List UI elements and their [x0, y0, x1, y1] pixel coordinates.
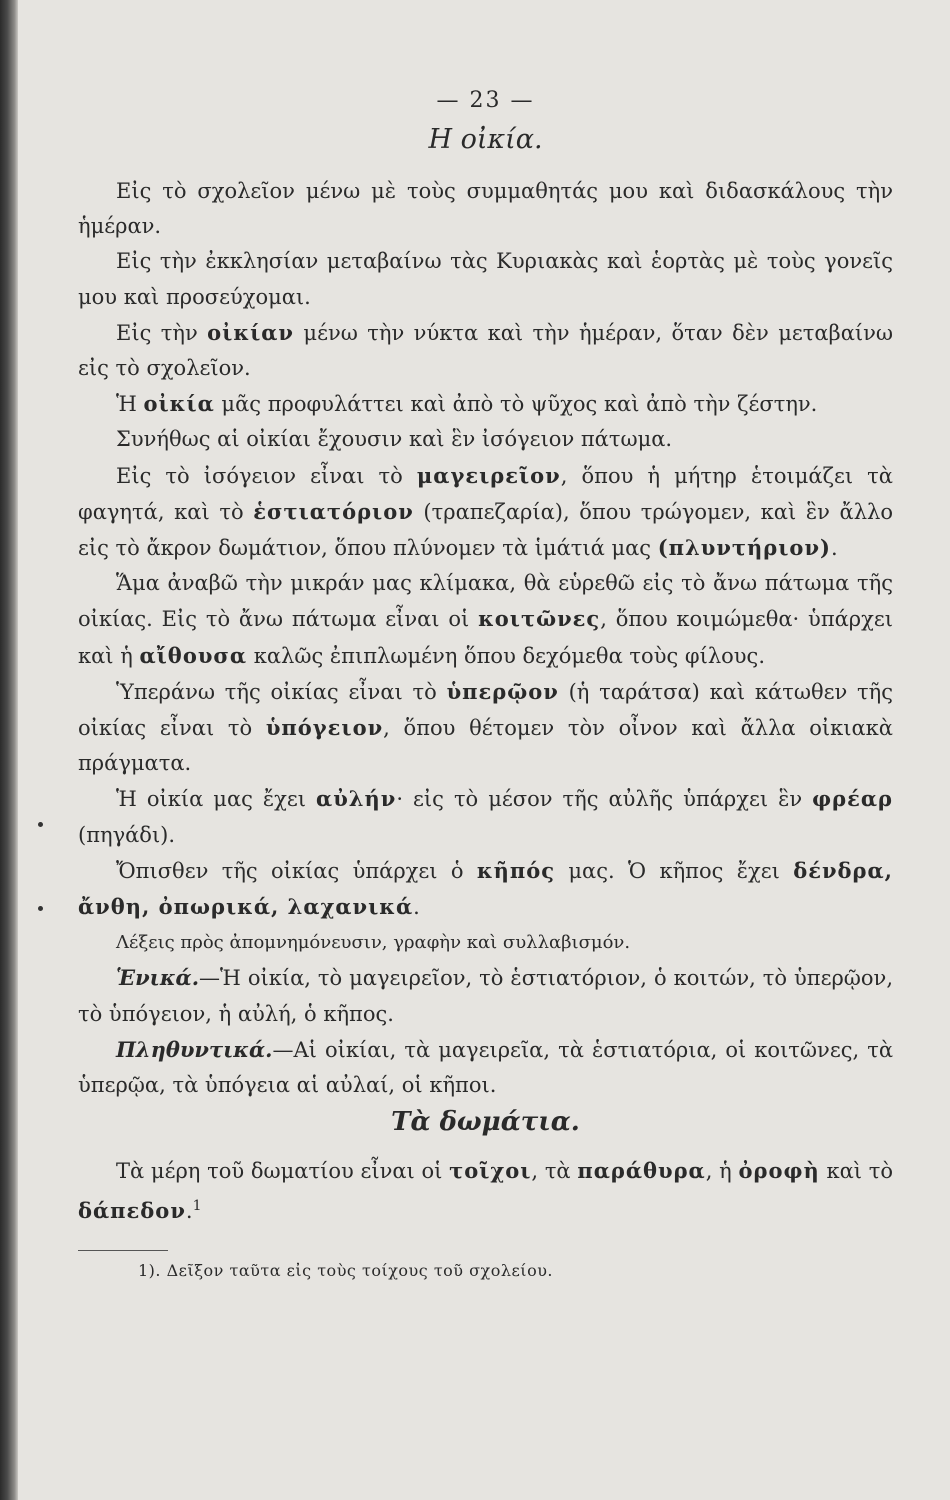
bold-term: ἑστιατόριον: [253, 498, 414, 524]
paragraph: [78, 566, 893, 674]
text-run: —Αἱ οἰκίαι, τὰ μαγειρεῖα, τὰ ἑστιατόρια, οἱ κοιτῶνες, τὰ ὑπερῷα, τὰ ὑπόγεια αἱ αὐλαί, οἱ κῆποι.: [78, 1037, 893, 1098]
bold-term: κῆπός: [476, 857, 556, 883]
bold-term: αἴθουσα: [139, 642, 248, 668]
paragraph: [78, 781, 893, 852]
footnote-marker: 1: [192, 1198, 202, 1215]
paragraph: Εἰς τὴν ἐκκλησίαν μεταβαίνω τὰς Κυριακὰς καὶ ἑορτὰς μὲ τοὺς γονεῖς μου καὶ προσεύχομαι.: [78, 249, 893, 309]
text-run: , τὰ: [531, 1159, 578, 1184]
footnote: 1). Δεῖξον ταῦτα εἰς τοὺς τοίχους τοῦ σχολείου.: [138, 1260, 554, 1280]
bold-term: τοῖχοι: [449, 1158, 532, 1184]
bold-term: μαγειρεῖον: [416, 462, 561, 488]
bold-term: (πλυντήριον): [657, 535, 831, 561]
bold-term: οἰκίαν: [207, 319, 294, 345]
text-run: καὶ τὸ: [819, 1159, 893, 1184]
text-run: μας. Ὁ κῆπος ἔχει: [555, 858, 794, 883]
paragraph: [78, 960, 893, 1031]
bold-term: δένδρα, ἄνθη, ὀπωρικά, λαχανικά: [78, 857, 893, 920]
paragraph: [78, 315, 893, 386]
margin-dot: [38, 906, 43, 911]
book-binding-edge: [0, 0, 18, 1500]
page-number: — 23 —: [436, 88, 535, 113]
text-run: Ἅμα ἀναβῶ τὴν μικράν μας κλίμακα, θὰ εὑρεθῶ εἰς τὸ ἄνω πάτωμα τῆς οἰκίας. Εἰς τὸ ἄνω πάτωμα εἶναι οἱ: [78, 571, 893, 632]
text-run: Εἰς τὸ ἰσόγειον εἶναι τὸ: [116, 463, 417, 488]
section-title-rooms: Τὰ δωμάτια.: [391, 1107, 580, 1138]
paragraph: [78, 853, 893, 925]
paragraph: [78, 674, 893, 782]
paragraph: [78, 386, 893, 422]
text-run: Τὰ μέρη τοῦ δωματίου εἶναι οἱ: [116, 1159, 450, 1184]
text-run: .: [413, 895, 420, 920]
paragraph: [78, 1153, 893, 1229]
paragraph: [78, 458, 893, 567]
text-run: Εἰς τὴν: [116, 320, 208, 345]
text-run: , ὅπου κοιμώμεθα· ὑπάρχει καὶ ἡ: [78, 607, 893, 668]
singular-label: Ἑνικά.: [116, 965, 200, 991]
text-run: μένω τὴν νύκτα καὶ τὴν ἡμέραν, ὅταν δὲν μεταβαίνω εἰς τὸ σχολεῖον.: [78, 320, 893, 381]
footnote-rule: [78, 1250, 168, 1251]
bold-term: κοιτῶνες: [478, 606, 601, 632]
paragraph: [78, 1032, 893, 1103]
text-run: , ὅπου θέτομεν τὸν οἶνον καὶ ἄλλα οἰκιακὰ πράγματα.: [78, 716, 893, 776]
bold-term: παράθυρα: [577, 1158, 706, 1184]
text-run: (τραπεζαρία), ὅπου τρώγομεν, καὶ ἓν ἄλλο εἰς τὸ ἄκρον δωμάτιον, ὅπου πλύνομεν τὰ ἱμάτιά μας: [78, 499, 893, 561]
bold-term: δάπεδον: [78, 1198, 186, 1224]
paragraph: Συνήθως αἱ οἰκίαι ἔχουσιν καὶ ἓν ἰσόγειον πάτωμα.: [116, 427, 673, 452]
bold-term: οἰκία: [143, 391, 215, 417]
text-block: [78, 70, 893, 1280]
text-run: · εἰς τὸ μέσον τῆς αὐλῆς ὑπάρχει ἓν: [396, 787, 813, 812]
text-run: (ἡ ταράτσα) καὶ κάτωθεν τῆς οἰκίας εἶναι τὸ: [78, 679, 894, 741]
vocabulary-heading: Λέξεις πρὸς ἀπομνημόνευσιν, γραφὴν καὶ συλλαβισμόν.: [116, 932, 631, 954]
bold-term: ὑπερῷον: [446, 678, 559, 704]
bold-term: φρέαρ: [812, 786, 893, 812]
text-run: Ἡ οἰκία μας ἔχει: [116, 787, 317, 812]
text-run: Ἡ: [116, 392, 144, 417]
bold-term: ὀροφὴ: [738, 1158, 820, 1184]
text-run: Ὄπισθεν τῆς οἰκίας ὑπάρχει ὁ: [116, 858, 477, 883]
margin-dot: [38, 822, 43, 827]
text-run: —Ἡ οἰκία, τὸ μαγειρεῖον, τὸ ἑστιατόριον, ὁ κοιτών, τὸ ὑπερῷον, τὸ ὑπόγειον, ἡ αὐλή, ὁ κῆπος.: [78, 966, 893, 1026]
text-run: .: [185, 1199, 193, 1224]
text-run: (πηγάδι).: [78, 822, 176, 847]
text-run: , ἡ: [705, 1159, 739, 1184]
paragraph: Εἰς τὸ σχολεῖον μένω μὲ τοὺς συμμαθητάς μου καὶ διδασκάλους τὴν ἡμέραν.: [78, 179, 893, 239]
plural-label: Πληθυντικά.: [116, 1036, 273, 1062]
text-run: , ὅπου ἡ μήτηρ ἑτοιμάζει τὰ φαγητά, καὶ τὸ: [78, 463, 893, 524]
text-run: .: [830, 536, 838, 561]
text-run: μᾶς προφυλάττει καὶ ἀπὸ τὸ ψῦχος καὶ ἀπὸ τὴν ζέστην.: [214, 392, 818, 417]
text-run: Ὑπεράνω τῆς οἰκίας εἶναι τὸ: [116, 679, 447, 704]
bold-term: ὑπόγειον: [265, 715, 384, 741]
text-run: καλῶς ἐπιπλωμένη ὅπου δεχόμεθα τοὺς φίλους.: [247, 643, 765, 668]
section-title: Η οἰκία.: [428, 124, 543, 155]
bold-term: αὐλήν: [316, 786, 397, 812]
